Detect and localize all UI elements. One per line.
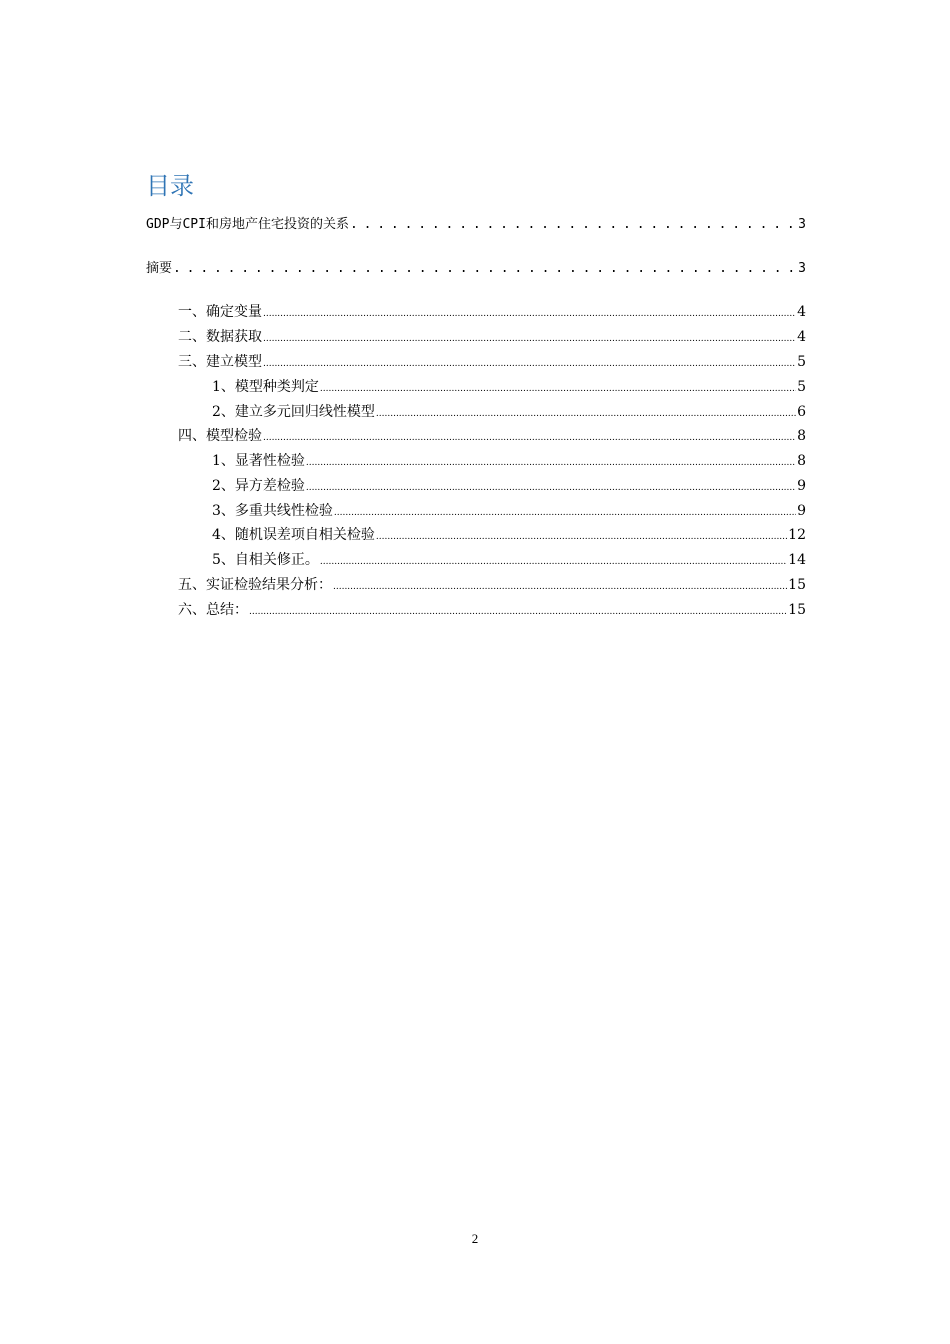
toc-entry-label: GDP与CPI和房地产住宅投资的关系 [146,217,349,232]
toc-entry-page: 12 [788,527,806,543]
dot-leader [173,259,797,279]
toc-title: 目录 [146,172,194,200]
toc-entry-page: 15 [788,602,806,618]
toc-entry-label: 2、异方差检验 [212,478,305,494]
toc-entry-label: 2、建立多元回归线性模型 [212,404,375,420]
toc-entry[interactable] [178,575,806,597]
toc-entry-page: 4 [797,329,806,345]
toc-entry[interactable] [212,550,806,572]
toc-entry-page: 15 [788,577,806,593]
dot-leader [376,402,796,424]
toc-entry[interactable] [178,352,806,374]
toc-entry-page: 3 [798,217,806,232]
toc-entry[interactable] [178,302,806,324]
dot-leader [249,600,787,622]
toc-entry-label: 5、自相关修正。 [212,552,319,568]
toc-entry-page: 8 [797,453,806,469]
dot-leader [334,501,796,523]
toc-entry-label: 一、确定变量 [178,304,262,320]
dot-leader [376,525,787,547]
toc-entry[interactable] [212,402,806,424]
toc-entry-label: 4、随机误差项自相关检验 [212,527,375,543]
dot-leader [306,451,796,473]
toc-entry[interactable] [146,259,806,279]
toc-entry-label: 三、建立模型 [178,354,262,370]
dot-leader [350,215,797,235]
toc-entry[interactable] [178,426,806,448]
toc-entry-label: 五、实证检验结果分析： [178,577,332,593]
toc-entry-label: 四、模型检验 [178,428,262,444]
toc-entry[interactable] [212,451,806,473]
toc-entry-page: 9 [797,503,806,519]
toc-entry-label: 二、数据获取 [178,329,262,345]
page-number: 2 [471,1231,479,1246]
dot-leader [263,327,796,349]
dot-leader [333,575,787,597]
toc-entry-label: 六、总结： [178,602,248,618]
toc-entry-page: 3 [798,261,806,276]
toc-entry-label: 3、多重共线性检验 [212,503,333,519]
dot-leader [320,550,787,572]
toc-entry[interactable] [146,215,806,235]
toc-entry-page: 5 [797,354,806,370]
dot-leader [263,302,796,324]
toc-entry-label: 摘要 [146,261,173,276]
toc-entry-label: 1、模型种类判定 [212,379,319,395]
toc-entry-page: 4 [797,304,806,320]
toc-entry-page: 9 [797,478,806,494]
dot-leader [263,352,796,374]
dot-leader [306,476,796,498]
toc-entry[interactable] [178,600,806,622]
toc-entry-label: 1、显著性检验 [212,453,305,469]
toc-entry[interactable] [212,476,806,498]
toc-entry-page: 6 [797,404,806,420]
toc-entry-page: 14 [788,552,806,568]
toc-entry[interactable] [212,501,806,523]
toc-entry[interactable] [178,327,806,349]
toc-entry[interactable] [212,525,806,547]
toc-entry-page: 8 [797,428,806,444]
dot-leader [263,426,796,448]
dot-leader [320,377,796,399]
toc-entry[interactable] [212,377,806,399]
toc-entry-page: 5 [797,379,806,395]
